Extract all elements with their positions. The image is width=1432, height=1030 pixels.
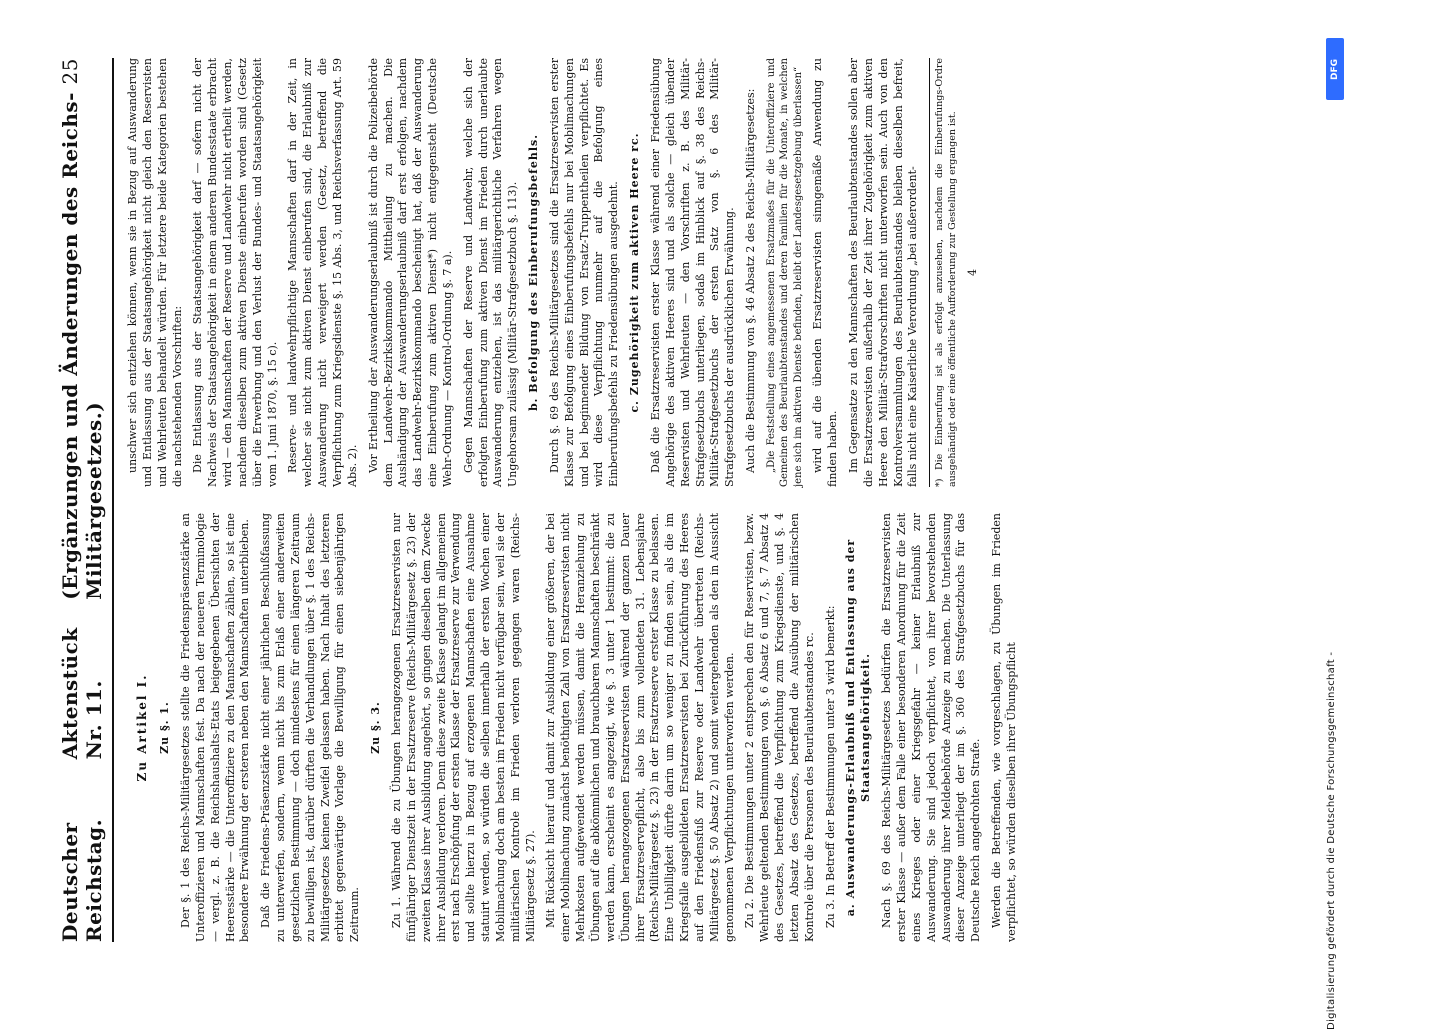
paragraph: Reserve- und landwehrpflichtige Mannschaften darf in der Zeit, in welcher sie nicht zum aktiven Dienst einberufen sind, die Erlaubniß zur Auswanderung nicht verweigert werden (Gesetz, betreffend die Verpflichtung zum Kriegsdienste §. 15 Abs. 3, und Reichsverfassung Art. 59 Abs. 2). bbox=[286, 58, 359, 487]
paragraph: Die Entlassung aus der Staatsangehörigkeit darf — sofern nicht der Nachweis der Staatsangehörigkeit in einem anderen Bundesstaate erbracht wird — den Mannschaften der Reserve und Landwehr nicht ertheilt werden, nachdem dieselben zum aktiven Dienste einberufen worden sind (Gesetz über die Erwerbung und den Verlust der Bundes- und Staatsangehörigkeit vom 1. Juni 1870, §. 15 c). bbox=[191, 58, 279, 487]
column-right bbox=[126, 58, 1330, 487]
paragraph: Zu 3. In Betreff der Bestimmungen unter 3 wird bemerkt: bbox=[823, 605, 837, 928]
paragraph: Daß die Ersatzreservisten erster Klasse während einer Friedensübung Angehörige des aktiven Heeres sind und als solche — gleich übender Reservisten und Wehrleuten — den Vorschriften z. B. des Militär-Strafgesetzbuchs unterliegen, sodaß im Hinblick auf §. 38 des Reichs-Militär-Strafgesetzbuchs der ersten Satz von §. 6 des Militär-Strafgesetzbuchs der ausdrücklichen Erwähnung. bbox=[649, 58, 737, 487]
paragraph: Auch die Bestimmung von §. 46 Absatz 2 des Reichs-Militärgesetzes: bbox=[744, 88, 758, 473]
quotation: „Die Feststellung eines angemessenen Ersatzmaßes für die Unteroffiziere und Gemeinen des Beurlaubtenstandes und deren Familien für die Monate, in welchen jene sich im aktiven Dienste befinden, bleibt der Landesgesetzgebung überlassen“ bbox=[765, 58, 804, 487]
paragraph: Nach §. 69 des Reichs-Militärgesetzes bedürfen die Ersatzreservisten erster Klasse — außer dem Falle einer besonderen Anordnung für die Zeit eines Krieges oder einer Kriegsgefahr — keiner Erlaubniß zur Auswanderung. Sie sind jedoch verpflichtet, von ihrer bevorstehenden Auswanderung ihrer Meldebehörde Anzeige zu machen. Die Unterlassung dieser Anzeige unterliegt der im §. 360 des Strafgesetzbuchs für das Deutsche Reich angedrohten Strafe. bbox=[880, 513, 983, 942]
footnote: *) Die Einberufung ist als erfolgt anzusehen, nachdem die Einberufungs-Ordre ausgehändigt oder eine öffentliche Aufforderung zur Gestellung ergangen ist. bbox=[929, 58, 960, 487]
signature-marker: 4 bbox=[965, 269, 979, 276]
paragraph: Mit Rücksicht hierauf und damit zur Ausbildung einer größeren, der bei einer Mobilmachung zunächst benöthigten Zahl von Ersatzreservisten nicht Mehrkosten aufgewendet werden müssen, damit die Heranziehung zu Übungen auf die abkömmlichen und brauchbaren Mannschaften beschränkt werden kann, erscheint es angezeigt, wie §. 3 unter 1 bestimmt: die zu Übungen herangezogenen Ersatzreservisten während der ganzen Dauer ihrer Ersatzreservepflicht, also bis zum vollendeten 31. Lebensjahre (Reichs-Militärgesetz §. 23) in der Ersatzreserve erster Klasse zu belassen. Eine Unbilligkeit dürfte darin um so weniger zu finden sein, als die im Kriegsfalle ausgebildeten Ersatzreservisten bei Zurückführung des Heeres auf den Friedensfuß zur Reserve oder Landwehr übertreten (Reichs-Militärgesetz §. 50 Absatz 2) und somit weitergehenden als den in Aussicht genommenen Verpflichtungen unterworfen werden. bbox=[544, 513, 736, 942]
header-mid: Aktenstück Nr. 11. bbox=[58, 627, 106, 760]
paragraph: wird auf die übenden Ersatzreservisten sinngemäße Anwendung zu finden haben. bbox=[811, 58, 840, 487]
dfg-logo: DFG bbox=[1326, 38, 1344, 100]
paragraph: unschwer sich entziehen können, wenn sie in Bezug auf Auswanderung und Entlassung aus der Staatsangehörigkeit nicht gleich den Reservisten und Wehrleuten behandelt würden. Für letztere beide Kategorien bestehen die nachstehenden Vorschriften: bbox=[126, 58, 184, 487]
paragraph: Zu 1. Während die zu Übungen herangezogenen Ersatzreservisten nur fünfjähriger Dienstzeit in der Ersatzreserve (Reichs-Militärgesetz §. 23) der zweiten Klasse ihrer Ausbildung angehört, so gingen dieselben dem Zwecke ihrer Ausbildung verloren. Denn diese zweite Klasse gelangt im allgemeinen erst nach Erschöpfung der ersten Klasse der Ersatzreserve zur Verwendung und sollte hierzu in Bezug auf erzogenen Mannschaften eine Ausnahme statuirt werden, so würden die selben innerhalb der ersten Wochen einer Mobilmachung doch am besten im Frieden nicht verfügbar sein, weil sie der militärischen Kontrole im Frieden verloren gegangen waren (Reichs-Militärgesetz §. 27). bbox=[390, 513, 537, 942]
heading-article: Zu Artikel I. bbox=[135, 673, 149, 782]
subheading-b: b. Befolgung des Einberufungsbefehls. bbox=[527, 133, 541, 412]
column-left bbox=[126, 513, 1330, 942]
paragraph: Zu 2. Die Bestimmungen unter 2 entsprechen den für Reservisten, bezw. Wehrleute geltenden Bestimmungen von §. 6 Absatz 6 und 7, §. 7 Absatz 4 des Gesetzes, betreffend die Verpflichtung zum Kriegsdienste, und §. 4 letzten Absatz des Gesetzes, betreffend die Ausübung der militärischen Kontrole über die Personen des Beurlaubtenstandes rc. bbox=[743, 513, 816, 942]
page-number: 25 bbox=[58, 58, 82, 85]
paragraph: Vor Ertheilung der Auswanderungserlaubniß ist durch die Polizeibehörde dem Landwehr-Bezirkskommando Mittheilung zu machen. Die Aushändigung der Auswanderungserlaubniß darf erst erfolgen, nachdem das Landwehr-Bezirkskommando bescheinigt hat, daß der Auswanderung eine Einberufung zum aktiven Dienst*) nicht entgegensteht (Deutsche Wehr-Ordnung — Kontrol-Ordnung §. 7 a). bbox=[366, 58, 454, 487]
subheading-c: c. Zugehörigkeit zum aktiven Heere rc. bbox=[628, 132, 642, 413]
paragraph: Durch §. 69 des Reichs-Militärgesetzes sind die Ersatzreservisten erster Klasse zur Befolgung eines Einberufungsbefehls nur bei Mobilmachungen und bei beginnender Bildung von Ersatz-Truppentheilen verpflichtet. Es wird diese Verpflichtung nunmehr auf die Befolgung eines Einberufungsbefehls zu Friedensübungen ausgedehnt. bbox=[547, 58, 621, 487]
header-right: (Ergänzungen und Änderungen des Reichs-Militärgesetzes.) bbox=[58, 92, 106, 600]
paragraph: Gegen Mannschaften der Reserve und Landwehr, welche sich der erfolgten Einberufung zum aktiven Dienst im Frieden durch unerlaubte Auswanderung entziehen, ist das militärgerichtliche Verfahren wegen Ungehorsam zulässig (Militär-Strafgesetzbuch §. 113). bbox=[461, 58, 520, 487]
paragraph: Im Gegensatze zu den Mannschaften des Beurlaubtenstandes sollen aber die Ersatzreservisten außerhalb der Zeit ihrer Zugehörigkeit zum aktiven Heere den Militär-Strafvorschriften nicht unterworfen sein. Auch von den Kontrolversammlungen des Beurlaubtenstandes bleiben dieselben befreit, falls nicht eine Kaiserliche Verordnung „bei außerordent- bbox=[847, 58, 920, 487]
header-left: Deutscher Reichstag. bbox=[58, 818, 106, 942]
heading-section-3: Zu §. 3. bbox=[369, 701, 383, 754]
heading-section-1: Zu §. 1. bbox=[158, 701, 172, 754]
digitization-credit: Digitalisierung gefördert durch die Deutsche Forschungsgemeinschaft - bbox=[1326, 651, 1337, 1030]
paragraph: Der §. 1 des Reichs-Militärgesetzes stellte die Friedenspräsenzstärke an Unteroffizieren und Mannschaften fest. Da nach der neueren Terminologie — vergl. z. B. die Reichshaushalts-Etats beigegebenen Übersichten der Heeresstärke — die Unteroffiziere zu den Mannschaften zählen, so ist eine besondere Erwähnung der ersteren neben den Mannschaften unterblieben. bbox=[179, 513, 252, 942]
page-header bbox=[58, 58, 114, 942]
paragraph: Werden die Betreffenden, wie vorgeschlagen, zu Übungen im Frieden verpflichtet, so würden dieselben ihrer Übungspflicht bbox=[990, 513, 1018, 942]
subheading-a: a. Auswanderungs-Erlaubniß und Entlassung aus der Staatsangehörigkeit. bbox=[844, 538, 873, 917]
rotated-document bbox=[40, 30, 1350, 970]
scanned-page bbox=[40, 30, 1350, 1030]
paragraph: Daß die Friedens-Präsenzstärke nicht einer jährlichen Beschlußfassung zu unterwerfen, sondern, wenn nicht bis zum Erlaß einer anderweiten gesetzlichen Bestimmung — doch mindestens für einen längeren Zeitraum zu bewilligen ist, darüber dürften die Verhandlungen über §. 1 des Reichs-Militärgesetzes keinen Zweifel gelassen haben. Nach Inhalt des letzteren erbittet gegenwärtige Vorlage die Bewilligung für einen siebenjährigen Zeitraum. bbox=[259, 513, 362, 942]
